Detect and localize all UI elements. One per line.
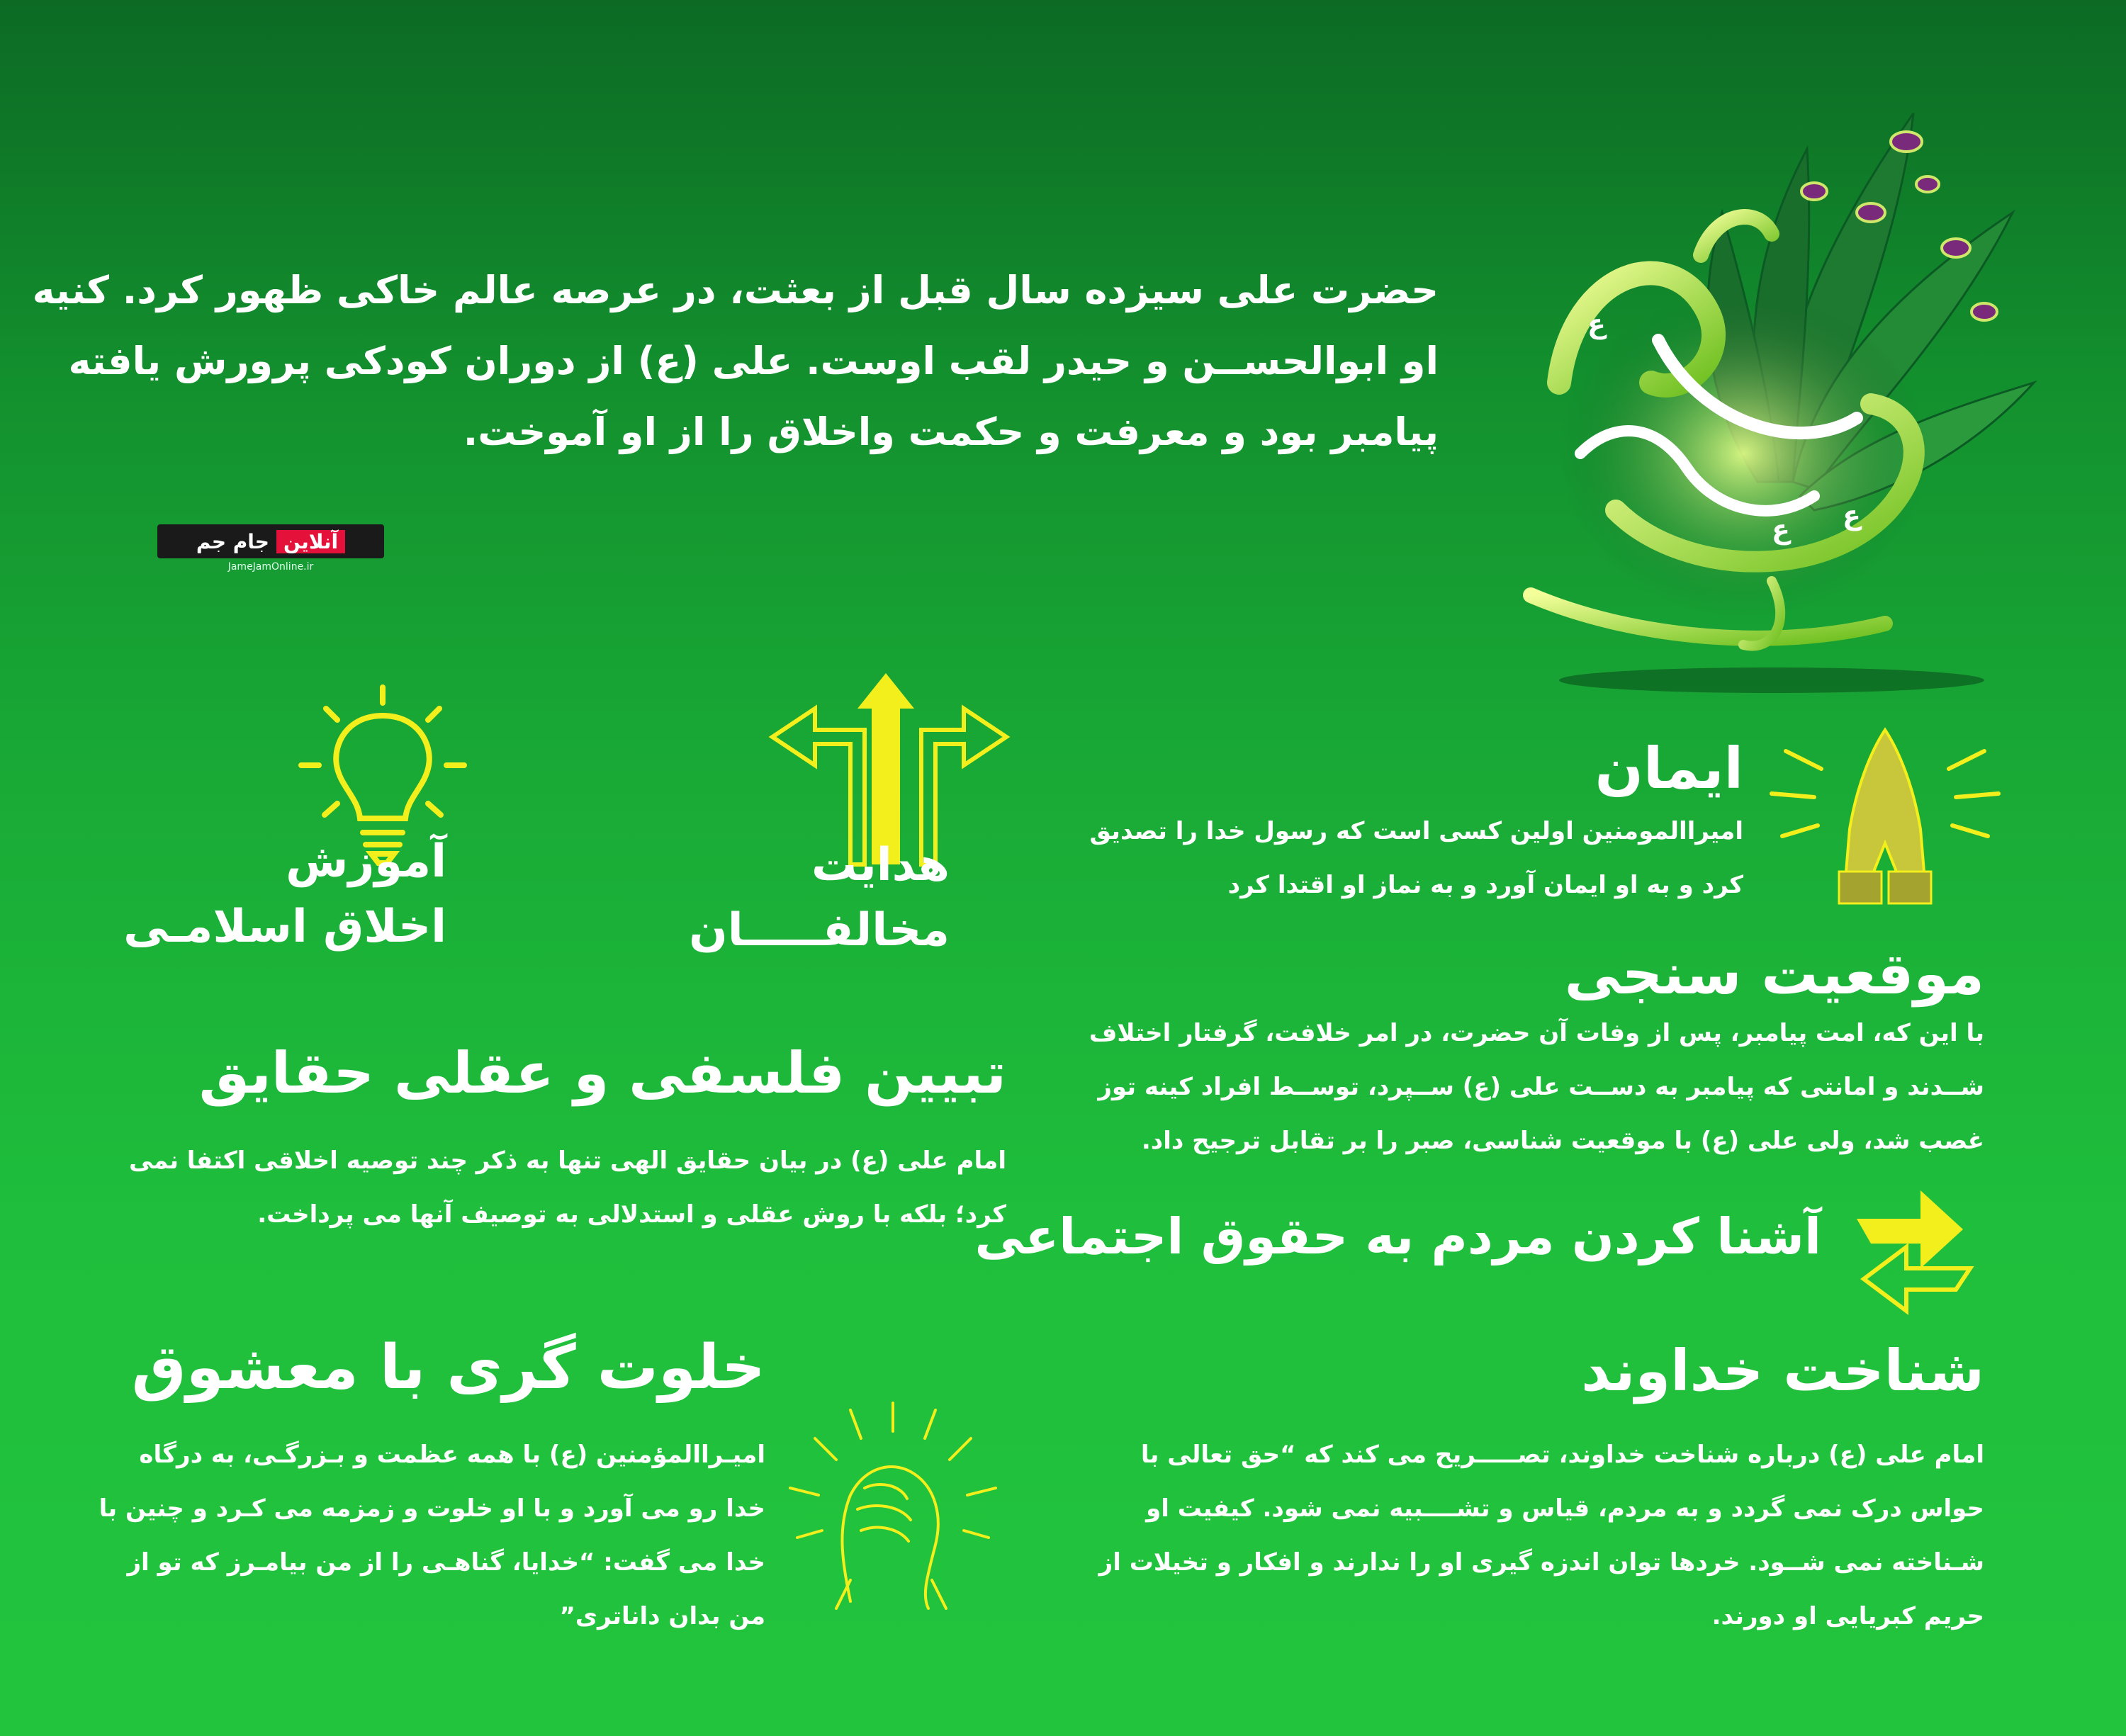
- shenakht-line-3: شـناخته نمی شــود. خردها توان اندزه گیری او را ندارند و افکار و تخیلات از: [1098, 1548, 1984, 1577]
- hedayat-title-line-1: هدایت: [811, 839, 950, 891]
- calligraphy-artwork: [1474, 85, 2041, 709]
- intro-line-2: او ابوالحســن و حیدر لقب اوست. علی (ع) از دوران کودکی پرورش یافته: [68, 339, 1439, 383]
- logo-box: [157, 524, 384, 558]
- amoozesh-title: [123, 829, 446, 959]
- ashena-title: آشنا کردن مردم به حقوق اجتماعی: [974, 1207, 1821, 1266]
- hedayat-title: [666, 833, 950, 963]
- shenakht-line-1: امام علی (ع) درباره شناخت خداوند، تصـــــریح می کند که “حق تعالی با: [1140, 1441, 1984, 1469]
- iman-line-1: امیراالمومنین اولین کسی است که رسول خدا را تصدیق: [1089, 817, 1743, 845]
- mogheiat-title: موقعیت سنجی: [1564, 941, 1984, 1007]
- intro-line-1: حضرت علی سیزده سال قبل از بعثت، در عرصه عالم خاکی ظهور کرد. کنیه: [32, 268, 1439, 312]
- tabyin-body: [129, 1134, 1006, 1241]
- logo-url: JameJamOnline.ir: [227, 561, 314, 573]
- shenakht-body: [1098, 1428, 1984, 1643]
- peacock-feather-icon: [1474, 85, 2041, 709]
- intro-paragraph: [32, 255, 1439, 468]
- khalvat-line-2: خدا رو می آورد و با او خلوت و زمزمه می کـرد و چنین با: [99, 1494, 765, 1523]
- amoozesh-title-line-2: اخلاق اسلامـی: [123, 901, 446, 953]
- tabyin-line-2: کرد؛ بلکه با روش عقلی و استدلالی به توصیف آنها می پرداخت.: [257, 1200, 1006, 1229]
- svg-text:ع: ع: [1587, 308, 1606, 339]
- iman-line-2: کرد و به او ایمان آورد و به نماز او اقتدا کرد: [1227, 871, 1743, 899]
- iman-body: [1089, 804, 1743, 912]
- tabyin-title: تبیین فلسفی و عقلی حقایق: [198, 1040, 1006, 1106]
- logo-name: جام جم: [196, 529, 269, 553]
- exchange-arrows-icon: [1843, 1190, 1984, 1318]
- svg-text:ع: ع: [1843, 500, 1861, 531]
- mogheiat-line-2: شــدند و امانتی که پیامبر به دســت علی (ع) ســپرد، توســط افراد کینه توز: [1098, 1073, 1984, 1101]
- intro-line-3: پیامبر بود و معرفت و حکمت واخلاق را از او آموخت.: [463, 410, 1439, 454]
- iman-title: ایمان: [1594, 735, 1743, 801]
- praying-hands-icon: [1772, 723, 1998, 907]
- shenakht-line-2: حواس درک نمی گردد و به مردم، قیاس و تشــــبیه نمی شود. کیفیت او: [1146, 1494, 1984, 1523]
- mogheiat-body: [1089, 1006, 1984, 1168]
- khalvat-line-1: امیـراالمؤمنین (ع) با همه عظمت و بـزرگـی، به درگاه: [139, 1441, 765, 1469]
- tabyin-line-1: امام علی (ع) در بیان حقایق الهی تنها به ذکر چند توصیه اخلاقی اکتفا نمی: [129, 1146, 1006, 1175]
- mogheiat-line-1: با این که، امت پیامبر، پس از وفات آن حضرت، در امر خلافت، گرفتار اختلاف: [1089, 1019, 1984, 1047]
- logo-red-label: آنلاین: [276, 530, 345, 553]
- khalvat-body: [99, 1428, 765, 1643]
- khalvat-line-4: من بدان داناتری”: [559, 1602, 765, 1630]
- shenakht-line-4: حریم کبریایی او دورند.: [1711, 1602, 1984, 1630]
- khalvat-line-3: خدا می گفت: “خدایا، گناهـی را از من بیامـرز که تو از: [127, 1548, 765, 1577]
- svg-text:ع: ع: [1772, 514, 1790, 545]
- clasped-hands-icon: [787, 1403, 999, 1616]
- hedayat-title-line-2: مخالفـــــان: [689, 904, 950, 957]
- amoozesh-title-line-1: آموزش: [286, 835, 446, 888]
- mogheiat-line-3: غصب شد، ولی علی (ع) با موقعیت شناسی، صبر را بر تقابل ترجیح داد.: [1141, 1127, 1984, 1155]
- khalvat-title: خلوت گری با معشوق: [131, 1332, 765, 1403]
- shenakht-title: شناخت خداوند: [1581, 1338, 1984, 1404]
- jamejam-logo: [157, 524, 384, 574]
